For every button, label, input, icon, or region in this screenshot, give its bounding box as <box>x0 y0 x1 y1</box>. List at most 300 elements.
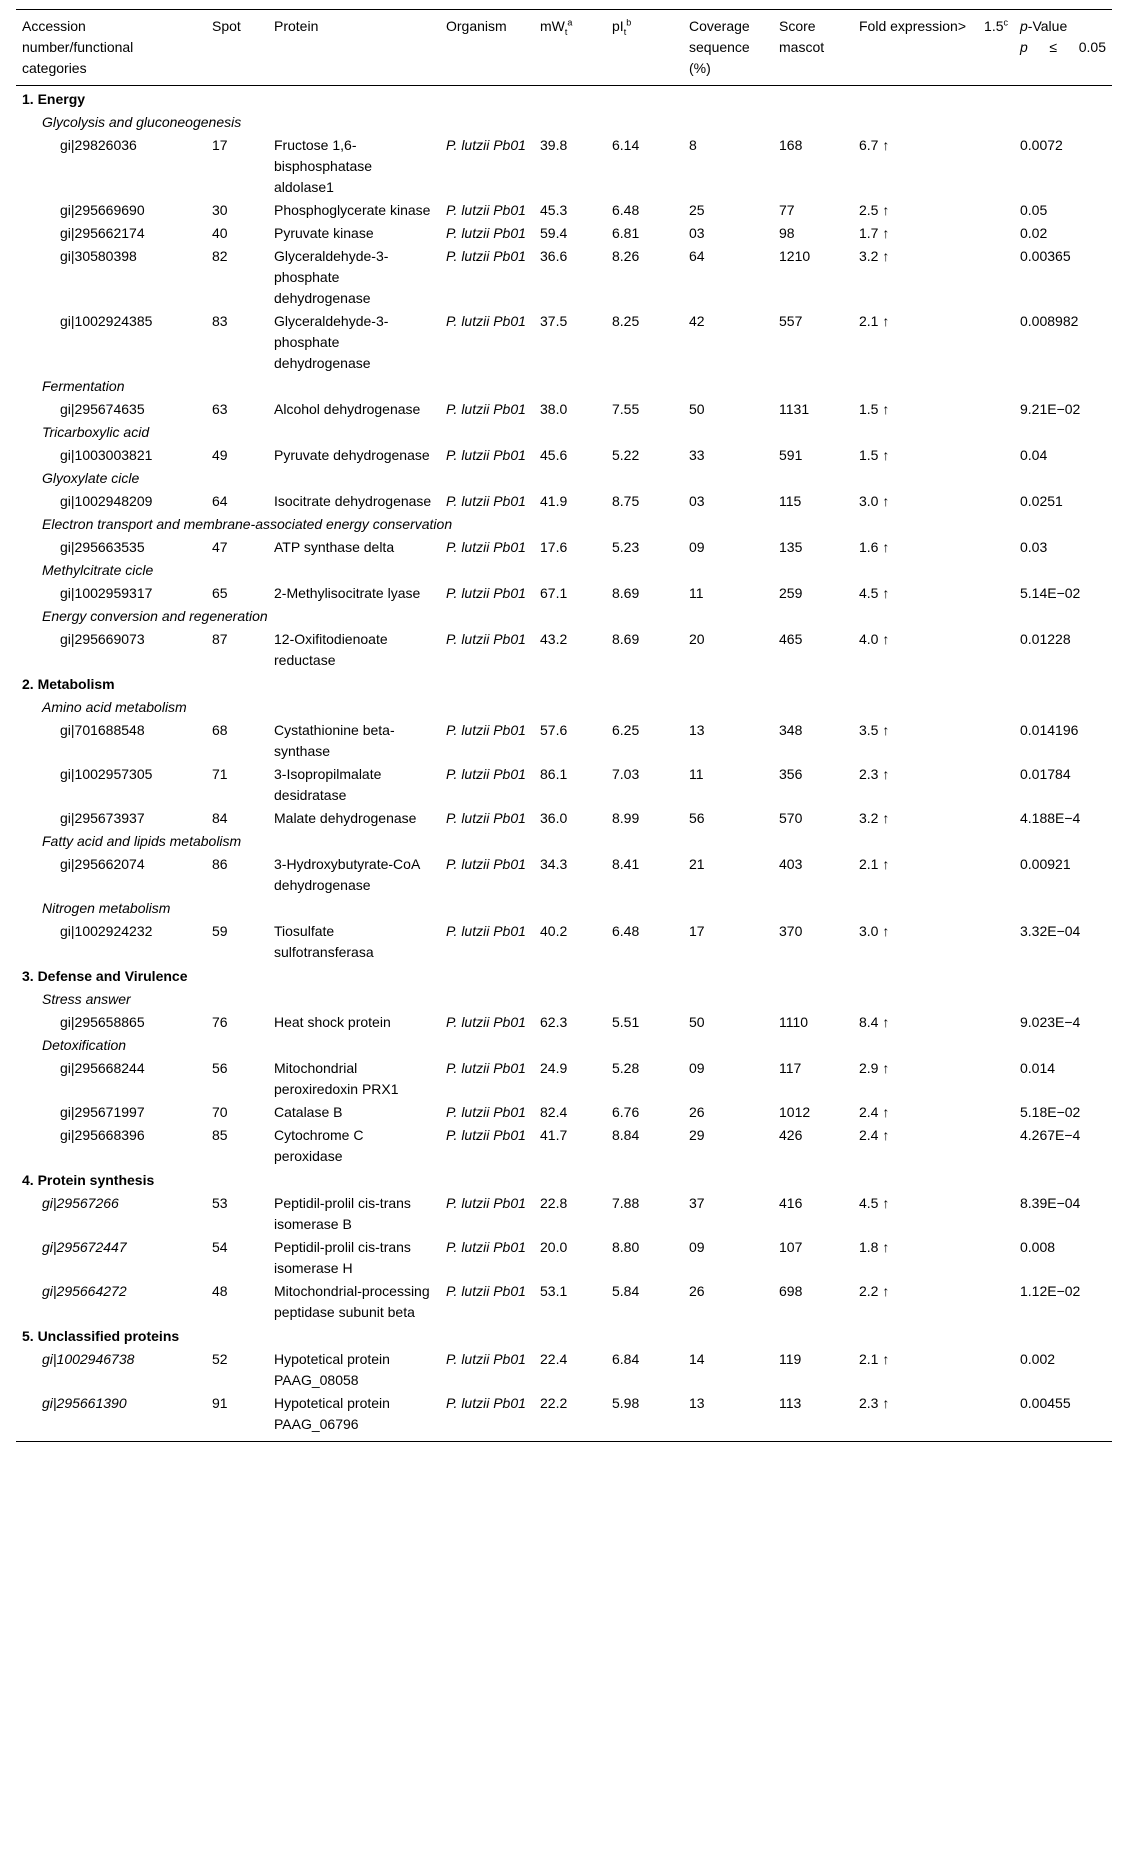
cell-mw: 20.0 <box>540 1239 568 1255</box>
cell-acc: gi|29826036 <box>60 137 137 153</box>
cell-coverage: 25 <box>689 202 705 218</box>
cell-spot: 91 <box>206 1391 268 1442</box>
table-row <box>16 397 1112 420</box>
header-row <box>16 10 1112 86</box>
cell-organism: P. lutzii Pb01 <box>446 137 526 153</box>
col-pvalue: p-Value p ≤ 0.05 <box>1014 10 1112 86</box>
cell-protein: 12-Oxifitodienoate reductase <box>274 631 388 668</box>
cell-pi: 5.84 <box>612 1283 640 1299</box>
cell-spot: 83 <box>212 313 228 329</box>
cell-pi: 5.23 <box>612 539 640 555</box>
cell-coverage: 03 <box>689 225 705 241</box>
cell-score: 591 <box>779 447 803 463</box>
cell-pvalue: 9.023E−4 <box>1020 1014 1081 1030</box>
category-label: 2. Metabolism <box>22 676 115 692</box>
cell-coverage: 13 <box>689 722 705 738</box>
cell-spot: 82 <box>212 248 228 264</box>
cell-pi: 5.28 <box>612 1060 640 1076</box>
cell-score: 1131 <box>779 401 810 417</box>
subcategory-label: Fatty acid and lipids metabolism <box>42 833 242 849</box>
cell-pvalue: 3.32E−04 <box>1020 923 1081 939</box>
cell-fold: 2.4 ↑ <box>859 1104 890 1120</box>
category-label: 3. Defense and Virulence <box>22 968 188 984</box>
cell-pi: 8.99 <box>612 810 640 826</box>
col-organism: Organism <box>440 10 534 86</box>
cell-protein: Mitochondrial-processing peptidase subunit beta <box>274 1283 430 1320</box>
table-row <box>16 535 1112 558</box>
table-row <box>16 718 1112 762</box>
cell-coverage: 09 <box>689 1060 705 1076</box>
cell-score: 403 <box>779 856 803 872</box>
cell-score: 1110 <box>779 1014 809 1030</box>
cell-score: 117 <box>779 1060 802 1076</box>
cell-pi: 8.25 <box>612 313 640 329</box>
cell-fold: 2.1 ↑ <box>859 313 890 329</box>
cell-coverage: 56 <box>689 810 705 826</box>
cell-coverage: 11 <box>689 766 704 782</box>
cell-fold: 2.1 ↑ <box>859 1351 890 1367</box>
cell-acc: gi|295668396 <box>60 1127 145 1143</box>
cell-organism: P. lutzii Pb01 <box>446 447 526 463</box>
cell-mw: 86.1 <box>540 766 568 782</box>
col-coverage: Coverage sequence (%) <box>683 10 773 86</box>
cell-score: 416 <box>779 1195 803 1211</box>
cell-coverage: 8 <box>689 137 697 153</box>
cell-mw: 36.6 <box>540 248 568 264</box>
cell-pi: 6.76 <box>612 1104 640 1120</box>
cell-mw: 53.1 <box>540 1283 568 1299</box>
table-row <box>16 244 1112 309</box>
cell-pi: 8.80 <box>612 1239 640 1255</box>
cell-mw: 67.1 <box>540 585 568 601</box>
cell-mw: 36.0 <box>540 810 568 826</box>
cell-protein: Glyceraldehyde-3-phosphate dehydrogenase <box>274 248 389 306</box>
cell-acc: gi|295658865 <box>60 1014 145 1030</box>
cell-mw: 59.4 <box>540 225 568 241</box>
table-row <box>16 852 1112 896</box>
table-row <box>16 581 1112 604</box>
cell-acc: gi|295668244 <box>60 1060 145 1076</box>
cell-pi: 8.26 <box>612 248 640 264</box>
cell-score: 1210 <box>779 248 811 264</box>
subcategory-row <box>16 558 1112 581</box>
cell-score: 168 <box>779 137 803 153</box>
cell-pi: 6.48 <box>612 923 640 939</box>
cell-acc: gi|295664272 <box>42 1283 127 1299</box>
cell-coverage: 26 <box>689 1104 705 1120</box>
cell-pvalue: 0.00365 <box>1020 248 1071 264</box>
table-row <box>16 309 1112 374</box>
cell-acc: gi|295662074 <box>60 856 145 872</box>
cell-score: 465 <box>779 631 803 647</box>
cell-fold: 4.5 ↑ <box>859 1195 890 1211</box>
cell-coverage: 20 <box>689 631 705 647</box>
cell-spot: 85 <box>212 1127 228 1143</box>
cell-mw: 45.6 <box>540 447 568 463</box>
cell-protein: Cystathionine beta-synthase <box>274 722 395 759</box>
subcategory-label: Glyoxylate cicle <box>42 470 140 486</box>
category-label: 5. Unclassified proteins <box>22 1328 180 1344</box>
cell-pi: 8.69 <box>612 585 640 601</box>
cell-pvalue: 0.04 <box>1020 447 1048 463</box>
cell-fold: 1.6 ↑ <box>859 539 890 555</box>
cell-pvalue: 5.18E−02 <box>1020 1104 1081 1120</box>
protein-table <box>16 9 1112 1442</box>
cell-score: 348 <box>779 722 803 738</box>
cell-protein: Glyceraldehyde-3-phosphate dehydrogenase <box>274 313 389 371</box>
table-row <box>16 1056 1112 1100</box>
cell-protein: Tiosulfate sulfotransferasa <box>274 923 374 960</box>
cell-fold: 3.0 ↑ <box>859 923 890 939</box>
cell-coverage: 37 <box>689 1195 705 1211</box>
cell-protein: Hypotetical protein PAAG_06796 <box>268 1391 440 1442</box>
cell-protein: Fructose 1,6-bisphosphatase aldolase1 <box>274 137 373 195</box>
col-pi: $pI_t^b$ <box>606 10 683 86</box>
cell-spot: 64 <box>212 493 228 509</box>
cell-fold: 2.3 ↑ <box>859 766 890 782</box>
cell-fold: 1.5 ↑ <box>859 401 890 417</box>
cell-acc: gi|1002924232 <box>60 923 153 939</box>
cell-protein: Catalase B <box>274 1104 343 1120</box>
table-row <box>16 1347 1112 1391</box>
cell-acc: gi|295662174 <box>60 225 145 241</box>
cell-organism: P. lutzii Pb01 <box>440 1391 534 1442</box>
cell-protein: Peptidil-prolil cis-trans isomerase H <box>274 1239 411 1276</box>
subcategory-label: Energy conversion and regeneration <box>42 608 268 624</box>
cell-mw: 41.9 <box>540 493 568 509</box>
cell-acc: gi|295673937 <box>60 810 145 826</box>
cell-score: 115 <box>779 493 802 509</box>
cell-mw: 24.9 <box>540 1060 568 1076</box>
cell-acc: gi|295674635 <box>60 401 145 417</box>
subcategory-label: Stress answer <box>42 991 131 1007</box>
cell-organism: P. lutzii Pb01 <box>446 631 526 647</box>
cell-protein: Mitochondrial peroxiredoxin PRX1 <box>274 1060 399 1097</box>
cell-mw: 62.3 <box>540 1014 568 1030</box>
cell-pvalue: 0.0251 <box>1020 493 1063 509</box>
cell-acc: gi|295672447 <box>42 1239 127 1255</box>
cell-pvalue: 0.01228 <box>1020 631 1071 647</box>
cell-coverage: 11 <box>689 585 704 601</box>
subcategory-label: Tricarboxylic acid <box>42 424 150 440</box>
cell-pvalue: 5.14E−02 <box>1020 585 1081 601</box>
cell-protein: Peptidil-prolil cis-trans isomerase B <box>274 1195 411 1232</box>
cell-score: 370 <box>779 923 803 939</box>
subcategory-row <box>16 896 1112 919</box>
cell-coverage: 42 <box>689 313 705 329</box>
cell-pi: 6.25 <box>612 722 640 738</box>
col-spot: Spot <box>206 10 268 86</box>
subcategory-label: Fermentation <box>42 378 125 394</box>
cell-score: 356 <box>779 766 803 782</box>
cell-spot: 68 <box>212 722 228 738</box>
cell-spot: 52 <box>212 1351 228 1367</box>
category-row <box>16 671 1112 695</box>
cell-protein: ATP synthase delta <box>274 539 395 555</box>
subcategory-label: Glycolysis and gluconeogenesis <box>42 114 242 130</box>
cell-pi: 5.98 <box>606 1391 683 1442</box>
cell-mw: 34.3 <box>540 856 568 872</box>
cell-spot: 59 <box>212 923 228 939</box>
cell-coverage: 29 <box>689 1127 705 1143</box>
cell-fold: 2.5 ↑ <box>859 202 890 218</box>
subcategory-label: Methylcitrate cicle <box>42 562 154 578</box>
cell-score: 119 <box>779 1351 802 1367</box>
cell-pi: 5.22 <box>612 447 640 463</box>
cell-fold: 3.5 ↑ <box>859 722 890 738</box>
cell-score: 570 <box>779 810 803 826</box>
category-label: 4. Protein synthesis <box>22 1172 155 1188</box>
cell-pi: 6.14 <box>612 137 640 153</box>
cell-spot: 53 <box>212 1195 228 1211</box>
cell-pi: 6.84 <box>612 1351 640 1367</box>
cell-protein: Cytochrome C peroxidase <box>274 1127 364 1164</box>
cell-spot: 40 <box>212 225 228 241</box>
cell-mw: 22.2 <box>534 1391 606 1442</box>
cell-spot: 76 <box>212 1014 228 1030</box>
cell-mw: 82.4 <box>540 1104 568 1120</box>
table-row <box>16 1100 1112 1123</box>
cell-spot: 87 <box>212 631 228 647</box>
cell-mw: 22.4 <box>540 1351 568 1367</box>
cell-fold: 3.0 ↑ <box>859 493 890 509</box>
cell-mw: 40.2 <box>540 923 568 939</box>
cell-protein: Alcohol dehydrogenase <box>274 401 421 417</box>
cell-protein: Heat shock protein <box>274 1014 391 1030</box>
subcategory-label: Detoxification <box>42 1037 127 1053</box>
table-row <box>16 489 1112 512</box>
cell-pvalue: 0.008982 <box>1020 313 1079 329</box>
cell-pi: 6.48 <box>612 202 640 218</box>
cell-acc: gi|1003003821 <box>60 447 153 463</box>
cell-spot: 56 <box>212 1060 228 1076</box>
cell-pvalue: 8.39E−04 <box>1020 1195 1081 1211</box>
cell-organism: P. lutzii Pb01 <box>446 1104 526 1120</box>
cell-pvalue: 0.05 <box>1020 202 1048 218</box>
table-row <box>16 1123 1112 1167</box>
cell-acc: gi|1002957305 <box>60 766 153 782</box>
cell-spot: 54 <box>212 1239 228 1255</box>
subcategory-label: Nitrogen metabolism <box>42 900 171 916</box>
cell-organism: P. lutzii Pb01 <box>446 401 526 417</box>
table-body <box>16 86 1112 1442</box>
table-row <box>16 762 1112 806</box>
cell-coverage: 50 <box>689 1014 705 1030</box>
cell-mw: 22.8 <box>540 1195 568 1211</box>
cell-pvalue: 0.00455 <box>1014 1391 1112 1442</box>
cell-pi: 8.41 <box>612 856 640 872</box>
cell-coverage: 13 <box>683 1391 773 1442</box>
cell-organism: P. lutzii Pb01 <box>446 1127 526 1143</box>
cell-fold: 6.7 ↑ <box>859 137 890 153</box>
cell-mw: 57.6 <box>540 722 568 738</box>
cell-protein: 2-Methylisocitrate lyase <box>274 585 421 601</box>
cell-pvalue: 4.188E−4 <box>1020 810 1081 826</box>
cell-acc: gi|295661390 <box>16 1391 206 1442</box>
cell-pvalue: 9.21E−02 <box>1020 401 1081 417</box>
table-row <box>16 1235 1112 1279</box>
cell-spot: 17 <box>212 137 228 153</box>
subcategory-row <box>16 987 1112 1010</box>
cell-fold: 2.1 ↑ <box>859 856 890 872</box>
cell-score: 135 <box>779 539 803 555</box>
cell-organism: P. lutzii Pb01 <box>446 810 526 826</box>
cell-coverage: 33 <box>689 447 705 463</box>
table-row <box>16 198 1112 221</box>
cell-protein: Malate dehydrogenase <box>274 810 417 826</box>
cell-organism: P. lutzii Pb01 <box>446 1351 526 1367</box>
cell-mw: 39.8 <box>540 137 568 153</box>
cell-organism: P. lutzii Pb01 <box>446 766 526 782</box>
subcategory-label: Electron transport and membrane-associated energy conservation <box>42 516 453 532</box>
cell-pvalue: 0.01784 <box>1020 766 1071 782</box>
cell-organism: P. lutzii Pb01 <box>446 1283 526 1299</box>
cell-organism: P. lutzii Pb01 <box>446 722 526 738</box>
cell-spot: 47 <box>212 539 228 555</box>
cell-spot: 70 <box>212 1104 228 1120</box>
table-row <box>16 919 1112 963</box>
col-score: Score mascot <box>773 10 853 86</box>
col-protein: Protein <box>268 10 440 86</box>
cell-protein: Pyruvate dehydrogenase <box>274 447 430 463</box>
cell-pi: 8.75 <box>612 493 640 509</box>
cell-score: 77 <box>779 202 795 218</box>
cell-pi: 7.55 <box>612 401 640 417</box>
cell-spot: 30 <box>212 202 228 218</box>
cell-fold: 2.3 ↑ <box>853 1391 1014 1442</box>
cell-acc: gi|1002948209 <box>60 493 153 509</box>
cell-fold: 3.2 ↑ <box>859 810 890 826</box>
cell-score: 259 <box>779 585 803 601</box>
cell-coverage: 64 <box>689 248 705 264</box>
cell-spot: 86 <box>212 856 228 872</box>
cell-organism: P. lutzii Pb01 <box>446 539 526 555</box>
cell-organism: P. lutzii Pb01 <box>446 248 526 264</box>
subcategory-row <box>16 1033 1112 1056</box>
cell-protein: Phosphoglycerate kinase <box>274 202 431 218</box>
cell-protein: Pyruvate kinase <box>274 225 374 241</box>
table-row <box>16 1191 1112 1235</box>
cell-score: 426 <box>779 1127 803 1143</box>
cell-spot: 63 <box>212 401 228 417</box>
subcategory-row <box>16 420 1112 443</box>
cell-fold: 1.7 ↑ <box>859 225 890 241</box>
cell-pvalue: 0.00921 <box>1020 856 1071 872</box>
cell-pi: 5.51 <box>612 1014 640 1030</box>
cell-pi: 6.81 <box>612 225 640 241</box>
cell-pi: 7.03 <box>612 766 640 782</box>
cell-organism: P. lutzii Pb01 <box>446 225 526 241</box>
cell-pvalue: 0.03 <box>1020 539 1048 555</box>
table-row <box>16 1391 1112 1442</box>
subcategory-row <box>16 604 1112 627</box>
category-row <box>16 86 1112 111</box>
cell-mw: 17.6 <box>540 539 568 555</box>
cell-fold: 2.2 ↑ <box>859 1283 890 1299</box>
cell-acc: gi|30580398 <box>60 248 137 264</box>
cell-coverage: 09 <box>689 539 705 555</box>
cell-pvalue: 0.008 <box>1020 1239 1056 1255</box>
cell-coverage: 09 <box>689 1239 705 1255</box>
cell-pvalue: 0.002 <box>1020 1351 1056 1367</box>
cell-pi: 8.84 <box>612 1127 640 1143</box>
subcategory-label: Amino acid metabolism <box>42 699 187 715</box>
cell-score: 113 <box>773 1391 853 1442</box>
cell-score: 557 <box>779 313 803 329</box>
cell-spot: 71 <box>212 766 228 782</box>
table-row <box>16 221 1112 244</box>
cell-acc: gi|295669690 <box>60 202 145 218</box>
subcategory-row <box>16 374 1112 397</box>
cell-fold: 4.5 ↑ <box>859 585 890 601</box>
col-mw: $mW_t^a$ <box>534 10 606 86</box>
col-fold: Fold expression> 1.5$^c$ <box>853 10 1014 86</box>
cell-acc: gi|29567266 <box>42 1195 119 1211</box>
cell-organism: P. lutzii Pb01 <box>446 313 526 329</box>
cell-pvalue: 4.267E−4 <box>1020 1127 1081 1143</box>
cell-fold: 8.4 ↑ <box>859 1014 890 1030</box>
cell-pi: 7.88 <box>612 1195 640 1211</box>
table-row <box>16 1010 1112 1033</box>
subcategory-row <box>16 512 1112 535</box>
subcategory-row <box>16 466 1112 489</box>
cell-organism: P. lutzii Pb01 <box>446 1195 526 1211</box>
cell-acc: gi|295663535 <box>60 539 145 555</box>
cell-spot: 48 <box>212 1283 228 1299</box>
subcategory-row <box>16 829 1112 852</box>
cell-organism: P. lutzii Pb01 <box>446 856 526 872</box>
category-row <box>16 963 1112 987</box>
category-row <box>16 1323 1112 1347</box>
cell-fold: 4.0 ↑ <box>859 631 890 647</box>
category-label: 1. Energy <box>22 91 86 107</box>
cell-pvalue: 0.014 <box>1020 1060 1056 1076</box>
cell-coverage: 26 <box>689 1283 705 1299</box>
cell-organism: P. lutzii Pb01 <box>446 1014 526 1030</box>
cell-score: 698 <box>779 1283 803 1299</box>
cell-mw: 45.3 <box>540 202 568 218</box>
cell-mw: 41.7 <box>540 1127 568 1143</box>
cell-fold: 2.4 ↑ <box>859 1127 890 1143</box>
cell-organism: P. lutzii Pb01 <box>446 1060 526 1076</box>
cell-acc: gi|701688548 <box>60 722 145 738</box>
table-row <box>16 443 1112 466</box>
cell-pvalue: 0.0072 <box>1020 137 1063 153</box>
cell-spot: 84 <box>212 810 228 826</box>
table-row <box>16 627 1112 671</box>
cell-organism: P. lutzii Pb01 <box>446 1239 526 1255</box>
cell-pvalue: 0.014196 <box>1020 722 1079 738</box>
cell-coverage: 50 <box>689 401 705 417</box>
cell-fold: 2.9 ↑ <box>859 1060 890 1076</box>
cell-organism: P. lutzii Pb01 <box>446 923 526 939</box>
subcategory-row <box>16 110 1112 133</box>
table-row <box>16 133 1112 198</box>
subcategory-row <box>16 695 1112 718</box>
cell-fold: 1.5 ↑ <box>859 447 890 463</box>
category-row <box>16 1167 1112 1191</box>
cell-score: 107 <box>779 1239 803 1255</box>
cell-pvalue: 1.12E−02 <box>1020 1283 1081 1299</box>
cell-pi: 8.69 <box>612 631 640 647</box>
cell-acc: gi|1002924385 <box>60 313 153 329</box>
cell-coverage: 21 <box>689 856 705 872</box>
cell-fold: 3.2 ↑ <box>859 248 890 264</box>
cell-protein: 3-Hydroxybutyrate-CoA dehydrogenase <box>274 856 420 893</box>
cell-protein: 3-Isopropilmalate desidratase <box>274 766 382 803</box>
cell-pvalue: 0.02 <box>1020 225 1048 241</box>
cell-acc: gi|1002946738 <box>42 1351 135 1367</box>
